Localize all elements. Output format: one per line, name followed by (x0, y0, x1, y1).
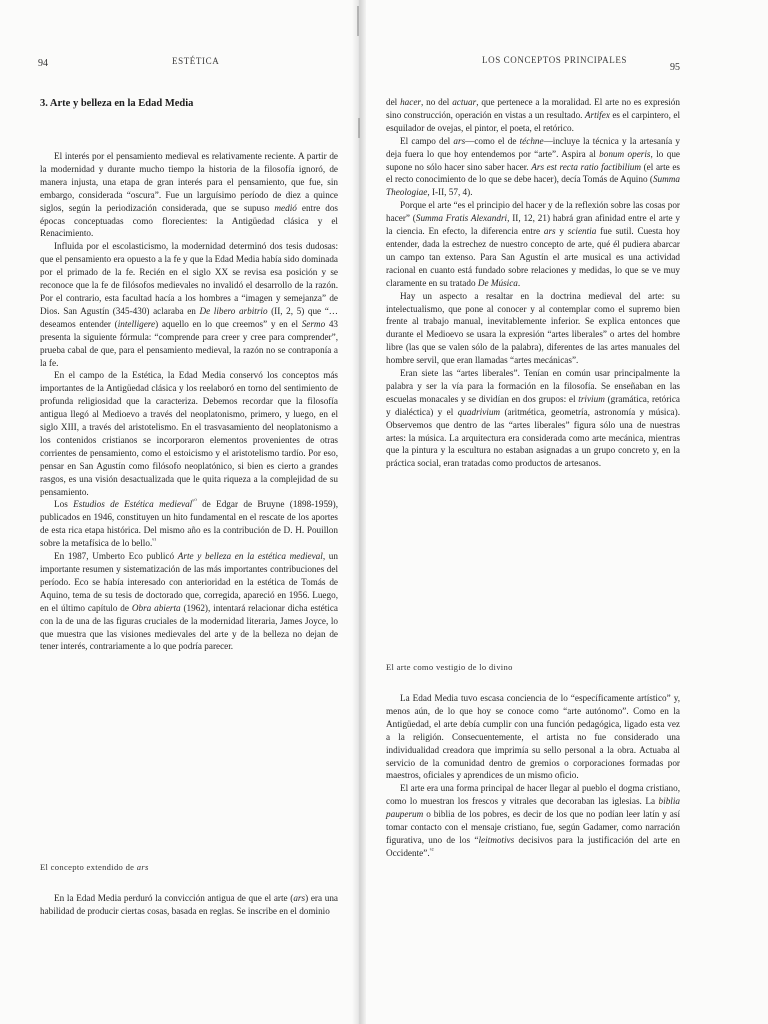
text-run: ) era una habilidad de producir ciertas cosas, basada en reglas. Se inscribe en el dominio (40, 893, 338, 916)
italic-text: ars (453, 135, 466, 146)
text-run: Porque el arte “es el principio del hacer y de la reflexión sobre las cosas por hacer” ( (386, 200, 680, 224)
italic-text: Artifex (584, 109, 610, 120)
text-run: En la Edad Media perduró la convicción antigua de que el arte ( (54, 893, 294, 903)
text-run: (1962), intentará relacionar dicha estética con la de una de las figuras cruciales de la modernidad literaria, James Joyce, lo que muestra que las visiones medievales del arte y de la belleza no dejan de tener interés, contrariamente a lo que podría parecer. (40, 602, 339, 652)
text-run: Hay un aspecto a resaltar en la doctrina medieval del arte: su intelectualismo, que pone al conocer y al contemplar como el supremo bien frente al trabajo manual, inevitablemente inferior. Se explica entonces que durante el Medioevo se usara la expresión “artes liberales” o artes del hombre libre (las que se valen sólo de la palabra), diferentes de las artes manuales del hombre servil, que eran llamadas “artes mecánicas”. (386, 290, 680, 366)
italic-text: ars (293, 893, 306, 903)
paragraph (40, 498, 338, 550)
footnote-ref[interactable]: ⁶¹ (152, 538, 157, 545)
italic-text: Arte y belleza en la estética medieval (177, 551, 323, 562)
body-text-continued (386, 692, 680, 860)
left-page (0, 0, 358, 1024)
italic-text: ars (543, 226, 556, 237)
body-paragraphs (40, 150, 338, 653)
text-run: Eran siete las “artes liberales”. Tenían en común usar principalmente la palabra y ser la vía para la formación en la filosofía. Se enseñaban en las escuelas monacales y se dividían en dos grupos: el (386, 368, 680, 404)
page-edge-mark (358, 118, 360, 138)
page-number: 95 (670, 62, 680, 73)
body-text (40, 150, 338, 653)
text-run: del (386, 97, 401, 107)
text-run: , un importante resumen y sistematización de las más importantes contribuciones del período. Eco se había interesado con anterioridad en la estética de Tomás de Aquino, tema de su tesis de doctorado que, corregida, apareció en 1956. Luego, en el último capítulo de (40, 551, 338, 613)
text-run: (el arte es el recto conocimiento de lo que se debe hacer), decía Tomás de Aquino ( (386, 161, 681, 185)
italic-text: trivium (578, 393, 605, 404)
footnote-ref[interactable]: ⁶⁰ (192, 499, 197, 506)
paragraph (386, 135, 680, 200)
text-run: Influida por el escolasticismo, la modernidad determinó dos tesis dudosas: que el pensamiento era opuesto a la fe y que la Edad Media había sido dominada por el primado de la fe. Recién en el siglo XX se revisa esa posición y se reconoce que la fe de filósofos medievales no invalidó el desarrollo de la razón. Por el contrario, esta facultad hacía a los hombres a “imagen y semejanza” de Dios. San Agustín (345-430) aclaraba en (40, 241, 338, 316)
text-run: ) aquello en lo que creemos” y en el (155, 318, 302, 329)
paragraph (386, 367, 680, 470)
italic-text: téchne (519, 135, 544, 146)
italic-text: hacer (400, 97, 421, 107)
text-run: 43 presenta la siguiente fórmula: “comprende para creer y cree para comprender”, prueba cabal de que, para el pensamiento medieval, la razón no se contraponía a la fe. (40, 318, 339, 368)
body-paragraphs (386, 96, 680, 470)
text-run: (II, 2, 5) que “…deseamos entender ( (40, 305, 338, 329)
italic-text: leitmotivs (478, 834, 515, 845)
text-run: El arte como vestigio de lo divino (386, 662, 513, 672)
italic-text: actuar (452, 97, 477, 107)
paragraph (40, 150, 338, 240)
text-run: y (555, 226, 568, 237)
text-run: El arte era una forma principal de hacer llegar al pueblo el dogma cristiano, como lo muestran los frescos y vitrales que decoraban las iglesias. La (386, 783, 680, 807)
paragraph (386, 692, 680, 782)
italic-text: De Música (477, 277, 518, 288)
paragraph (386, 199, 680, 289)
running-head: ESTÉTICA (172, 56, 220, 66)
subsection-heading (386, 662, 513, 672)
italic-text: ars (136, 862, 149, 872)
italic-text: Summa Theologiae (386, 174, 680, 198)
text-run: entre dos épocas conceptuadas como florecientes: la Antigüedad clásica y el Renacimiento. (40, 202, 338, 239)
text-run: El campo del (400, 135, 454, 146)
italic-text: Sermo (301, 318, 326, 329)
text-run: , no del (420, 97, 453, 107)
text-run: , I-II, 57, 4). (427, 187, 473, 198)
text-run: de Edgar de Bruyne (1898-1959), publicados en 1946, constituyen un hito fundamental en el rescate de los aportes de esta rica etapa histórica. Del mismo año es la contribución de D. H. Pouillon sobre la metafísica de lo bello. (40, 499, 338, 549)
text-run: , que pertenece a la moralidad. El arte no es expresión sino construcción, operación en vistas a un resultado. (386, 97, 680, 120)
italic-text: De libero arbitrio (199, 305, 268, 316)
italic-text: quadrivium (457, 406, 501, 417)
paragraph (40, 550, 338, 653)
paragraph (386, 96, 680, 135)
text-run: fue sutil. Cuesta hoy entender, dada la estrechez de nuestro concepto de arte, qué él pudiera abarcar un campo tan extenso. Para San Agustín el arte musical es una actividad racional en cuanto está fundado sobre relaciones y medidas, lo que se ve muy claramente en su tratado (386, 226, 680, 288)
italic-text: Summa Fratis Alexandri (415, 213, 508, 224)
text-run: —como el de (465, 135, 520, 146)
italic-text: Obra abierta (131, 602, 181, 613)
text-run: . (517, 277, 521, 288)
running-head: LOS CONCEPTOS PRINCIPALES (482, 55, 628, 65)
text-run: (aritmética, geometría, astronomía y música). Observemos que dentro de las “artes liberales” figura sólo una de nuestras artes: la música. La arquitectura era considerada como arte mecánica, mientras que la pintura y la escultura no estaban asignadas a un grupo concreto y, en la práctica social, eran tratadas como productos de artesanos. (386, 406, 680, 469)
italic-text: scientia (567, 226, 597, 237)
paragraph (40, 369, 338, 498)
paragraph (386, 290, 680, 367)
subsection-heading (40, 862, 149, 872)
page-number: 94 (38, 58, 48, 69)
body-text-continued (40, 892, 338, 918)
italic-text: Estudios de Estética medieval (73, 499, 193, 510)
text-run: (gramática, retórica y dialéctica) y el (386, 393, 681, 417)
text-run: La Edad Media tuvo escasa conciencia de lo “específicamente artístico” y, menos aún, de lo que hoy se conoce como “arte autónomo”. Como en la Antigüedad, el arte debía cumplir con una función pedagógica, ligado esta vez a la religión. Consecuentemente, el artista no fue considerado una individualidad creadora que imprimía su sello personal a la obra. Actuaba al servicio de la comunidad dentro de gremios o corporaciones formadas por maestros, oficiales y aprendices de un mismo oficio. (386, 693, 680, 781)
section-title: 3. Arte y belleza en la Edad Media (40, 98, 194, 109)
italic-text: bonum operis (599, 148, 651, 159)
italic-text: biblia pauperum (386, 796, 680, 820)
text-run: El interés por el pensamiento medieval es relativamente reciente. A partir de la modernidad y durante mucho tiempo la historia de la filosofía ignoró, de manera injusta, una etapa de gran interés para el pensamiento, que fue, sin embargo, considerada “oscura”. Fue un larguísimo período de diez a quince siglos, según la periodización considerada, que se supuso (40, 151, 338, 213)
italic-text: medió (274, 202, 297, 213)
text-run: o biblia de los pobres, es decir de los que no podían leer latín y así tomar contacto con el mensaje cristiano, fue, según Gadamer, como narración figurativa, uno de los “ (386, 809, 680, 845)
paragraph (40, 240, 338, 369)
italic-text: intelligere (117, 318, 156, 329)
closing-paragraph (40, 892, 338, 918)
right-page (362, 0, 768, 1024)
body-paragraphs (386, 692, 680, 860)
text-run: —incluye la técnica y la artesanía y deja fuera lo que hoy entendemos por “arte”. Aspira al (386, 135, 680, 159)
italic-text: Ars est recta ratio factibilium (531, 161, 641, 172)
text-run: decisivos para la justificación del arte en Occidente”. (386, 834, 680, 858)
text-run: En 1987, Umberto Eco publicó (54, 551, 178, 562)
footnote-ref[interactable]: ⁶² (429, 847, 434, 854)
text-run: El concepto extendido de (40, 862, 137, 872)
text-run: , II, 12, 21) habrá gran afinidad entre el arte y la ciencia. En efecto, la diferencia entre (386, 213, 680, 237)
paragraph (386, 782, 680, 859)
text-run: , lo que supone no sólo hacer sino saber hacer. (386, 148, 680, 172)
text-run: Los (54, 499, 74, 510)
text-run: es el carpintero, el esquilador de ovejas, el pintor, el poeta, el retórico. (386, 109, 680, 133)
body-text (386, 96, 680, 470)
paragraph (40, 892, 338, 918)
text-run: En el campo de la Estética, la Edad Media conservó los conceptos más importantes de la Antigüedad clásica y los reelaboró en torno del sentimiento de profunda religiosidad que la caracteriza. Debemos recordar que la filosofía antigua llegó al Medioevo a través del neoplatonismo, primero, y luego, en el siglo XIII, a través del aristotelismo. En el trasvasamiento del neoplatonismo a los contenidos cristianos se incorporaron elementos provenientes de otras corrientes de pensamiento, como el estoicismo y el aristotelismo tardío. Por eso, pensar en San Agustín como filósofo neoplatónico, si bien es cierto a grandes rasgos, es una visión desactualizada que le quita riqueza a la complejidad de su pensamiento. (40, 370, 338, 497)
